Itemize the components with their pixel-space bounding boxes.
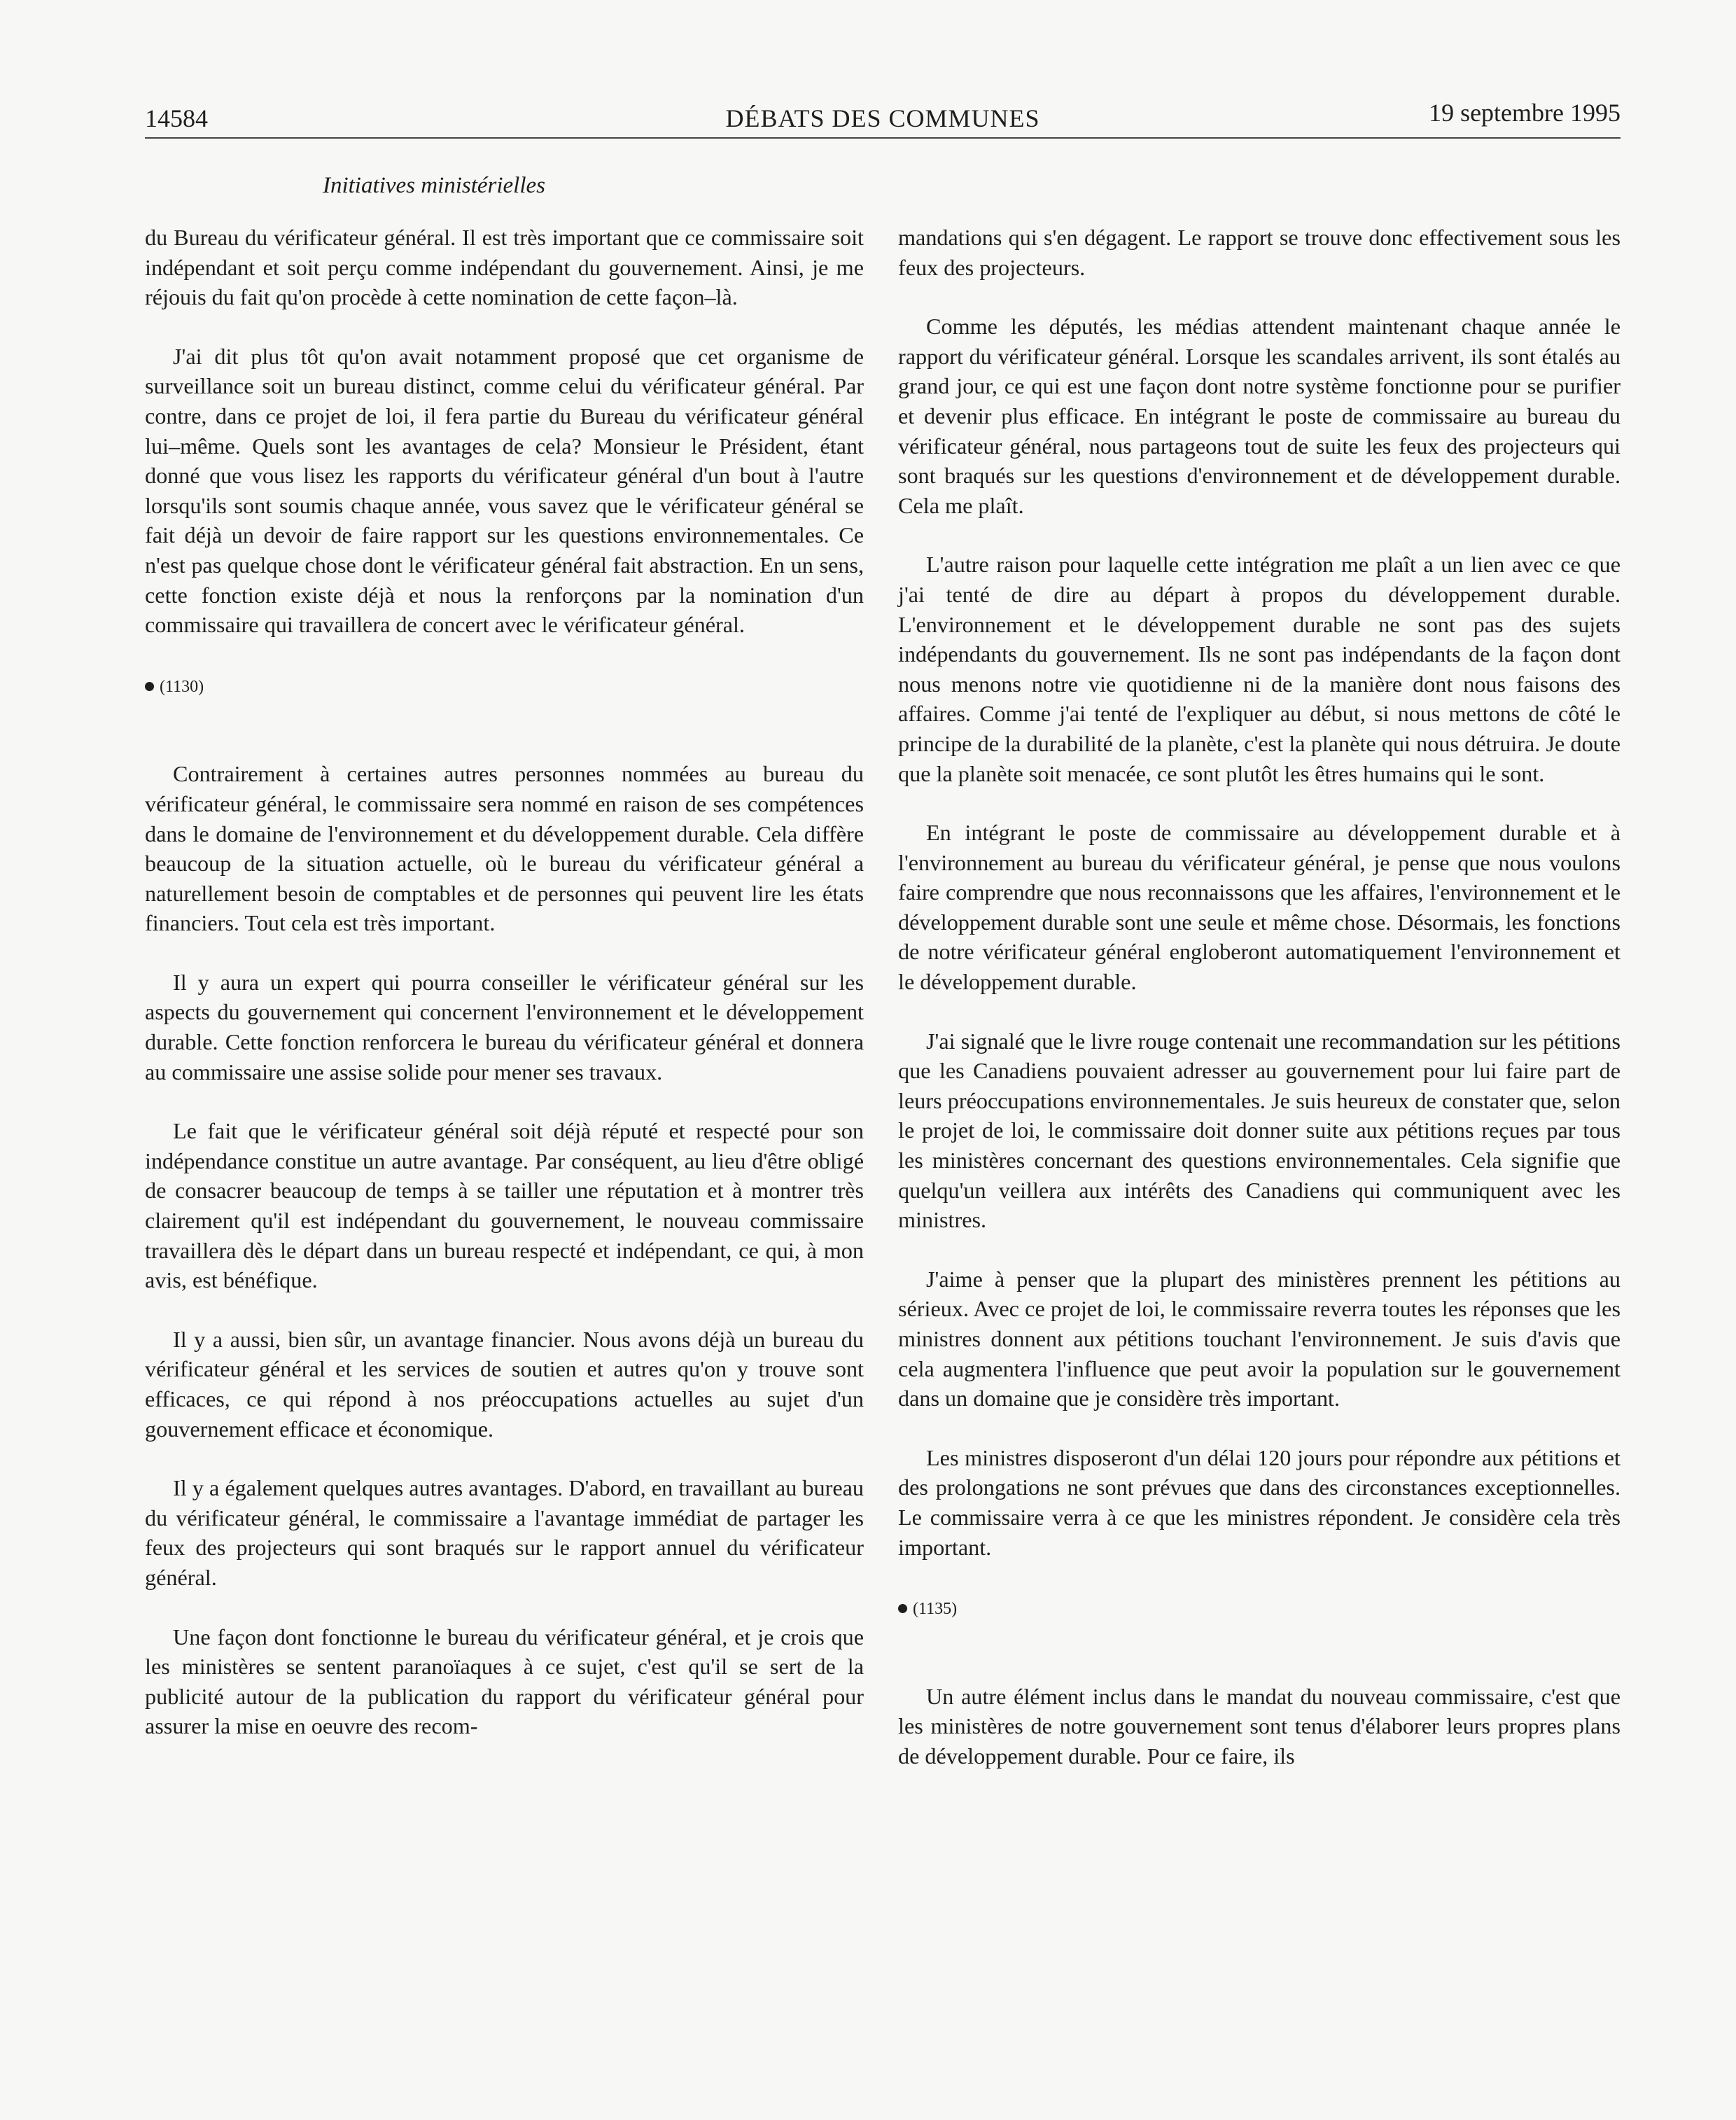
bullet-icon <box>145 682 154 691</box>
paragraph: En intégrant le poste de commissaire au développement durable et à l'environnement au bureau du vérificateur général, je pense que nous voulons faire comprendre que nous reconnaissons que les affaires, l'environnement et le développement durable sont une seule et même chose. Désormais, les fonctions de notre vérificateur général engloberont automatiquement l'environnement et le développement durable. <box>898 820 1620 995</box>
paragraph: L'autre raison pour laquelle cette intégration me plaît a un lien avec ce que j'ai tenté de dire au départ à propos du développement durable. L'environnement et le développement durable ne sont pas des sujets indépendants du gouvernement. Ils ne sont pas indépendants de la façon dont nous menons notre vie quotidienne ni de la manière dont nous faisons des affaires. Comme j'ai tenté de l'expliquer au début, si nous mettons de côté le principe de la durabilité de la planète, c'est la planète qui nous détruira. Je doute que la planète soit menacée, ce sont plutôt les êtres humains qui le sont. <box>898 552 1620 786</box>
page-header <box>145 98 1620 134</box>
paragraph: Il y a aussi, bien sûr, un avantage financier. Nous avons déjà un bureau du vérificateur général et les services de soutien et autres qu'on y trouve sont efficaces, ce qui répond à nos préoccupations actuelles au sujet d'un gouvernement efficace et économique. <box>145 1326 864 1442</box>
paragraph: J'ai signalé que le livre rouge contenait une recommandation sur les pétitions que les Canadiens pouvaient adresser au gouvernement pour lui faire part de leurs préoccupations environnementales. Je suis heureux de constater que, selon le projet de loi, le commissaire doit donner suite aux pétitions reçues par tous les ministères concernant des questions environnementales. Cela signifie que quelqu'un veillera aux intérêts des Canadiens qui communiquent avec les ministres. <box>898 1028 1620 1233</box>
time-marker <box>898 1594 1620 1624</box>
paragraph: mandations qui s'en dégagent. Le rapport se trouve donc effectivement sous les feux des projecteurs. <box>898 225 1620 280</box>
paragraph: Un autre élément inclus dans le mandat du nouveau commissaire, c'est que les ministères de notre gouvernement sont tenus d'élaborer leurs propres plans de développement durable. Pour ce faire, ils <box>898 1683 1620 1769</box>
time-marker-label: (1135) <box>913 1600 958 1619</box>
right-column <box>898 223 1620 1801</box>
paragraph: Contrairement à certaines autres personnes nommées au bureau du vérificateur général, le commissaire sera nommé en raison de ses compétences dans le domaine de l'environnement et du développement durable. Cela diffère beaucoup de la situation actuelle, où le bureau du vérificateur général a naturellement besoin de comptables et de personnes qui peuvent lire les états financiers. Tout cela est très important. <box>145 761 864 936</box>
paragraph: Il y aura un expert qui pourra conseiller le vérificateur général sur les aspects du gouvernement qui concernent l'environnement et le développement durable. Cette fonction renforcera le bureau du vérificateur général et donnera au commissaire une assise solide pour mener ses travaux. <box>145 969 864 1085</box>
time-marker <box>145 672 864 702</box>
paragraph: J'ai dit plus tôt qu'on avait notamment proposé que cet organisme de surveillance soit un bureau distinct, comme celui du vérificateur général. Par contre, dans ce projet de loi, il fera partie du Bureau du vérificateur général lui–même. Quels sont les avantages de cela? Monsieur le Président, étant donné que vous lisez les rapports du vérificateur général d'un bout à l'autre lorsqu'ils sont soumis chaque année, vous savez que le vérificateur général se fait déjà un devoir de faire rapport sur les questions environnementales. Ce n'est pas quelque chose dont le vérificateur général fait abstraction. En un sens, cette fonction existe déjà et nous la renforçons par la nomination d'un commissaire qui travaillera de concert avec le vérificateur général. <box>145 343 864 638</box>
paragraph: Comme les députés, les médias attendent maintenant chaque année le rapport du vérificateur général. Lorsque les scandales arrivent, ils sont étalés au grand jour, ce qui est une façon dont notre système fonctionne pour se purifier et devenir plus efficace. En intégrant le poste de commissaire au bureau du vérificateur général, nous partageons tout de suite les feux des projecteurs qui sont braqués sur les questions d'environnement et de développement durable. Cela me plaît. <box>898 314 1620 518</box>
section-title: Initiatives ministérielles <box>322 173 546 198</box>
paragraph: Il y a également quelques autres avantages. D'abord, en travaillant au bureau du vérificateur général, le commissaire a l'avantage immédiat de partager les feux des projecteurs qui sont braqués sur le rapport annuel du vérificateur général. <box>145 1475 864 1590</box>
header-rule <box>145 137 1620 139</box>
paragraph: J'aime à penser que la plupart des ministères prennent les pétitions au sérieux. Avec ce projet de loi, le commissaire reverra toutes les réponses que les ministres donnent aux pétitions touchant l'environnement. Je suis d'avis que cela augmentera l'influence que peut avoir la population sur le gouvernement dans un domaine que je considère très important. <box>898 1266 1620 1411</box>
publication-title: DÉBATS DES COMMUNES <box>725 104 1040 132</box>
paragraph: Les ministres disposeront d'un délai 120 jours pour répondre aux pétitions et des prolongations ne sont prévues que dans des circonstances exceptionnelles. Le commissaire verra à ce que les ministres répondent. Je considère cela très important. <box>898 1444 1620 1560</box>
left-column <box>145 223 864 1771</box>
time-marker-label: (1130) <box>160 677 204 696</box>
page-number: 14584 <box>145 104 208 132</box>
bullet-icon <box>898 1604 907 1613</box>
paragraph: Le fait que le vérificateur général soit déjà réputé et respecté pour son indépendance constitue un autre avantage. Par conséquent, au lieu d'être obligé de consacrer beaucoup de temps à se tailler une réputation et à montrer très clairement qu'il est indépendant du gouvernement, le nouveau commissaire travaillera dès le départ dans un bureau respecté et indépendant, ce qui, à mon avis, est bénéfique. <box>145 1118 864 1293</box>
paragraph: du Bureau du vérificateur général. Il est très important que ce commissaire soit indépendant et soit perçu comme indépendant du gouvernement. Ainsi, je me réjouis du fait qu'on procède à cette nomination de cette façon–là. <box>145 225 864 310</box>
publication-date: 19 septembre 1995 <box>1429 99 1620 127</box>
paragraph: Une façon dont fonctionne le bureau du vérificateur général, et je crois que les ministères se sentent paranoïaques à ce sujet, c'est qu'il se sert de la publicité autour de la publication du rapport du vérificateur général pour assurer la mise en oeuvre des recom- <box>145 1624 864 1739</box>
